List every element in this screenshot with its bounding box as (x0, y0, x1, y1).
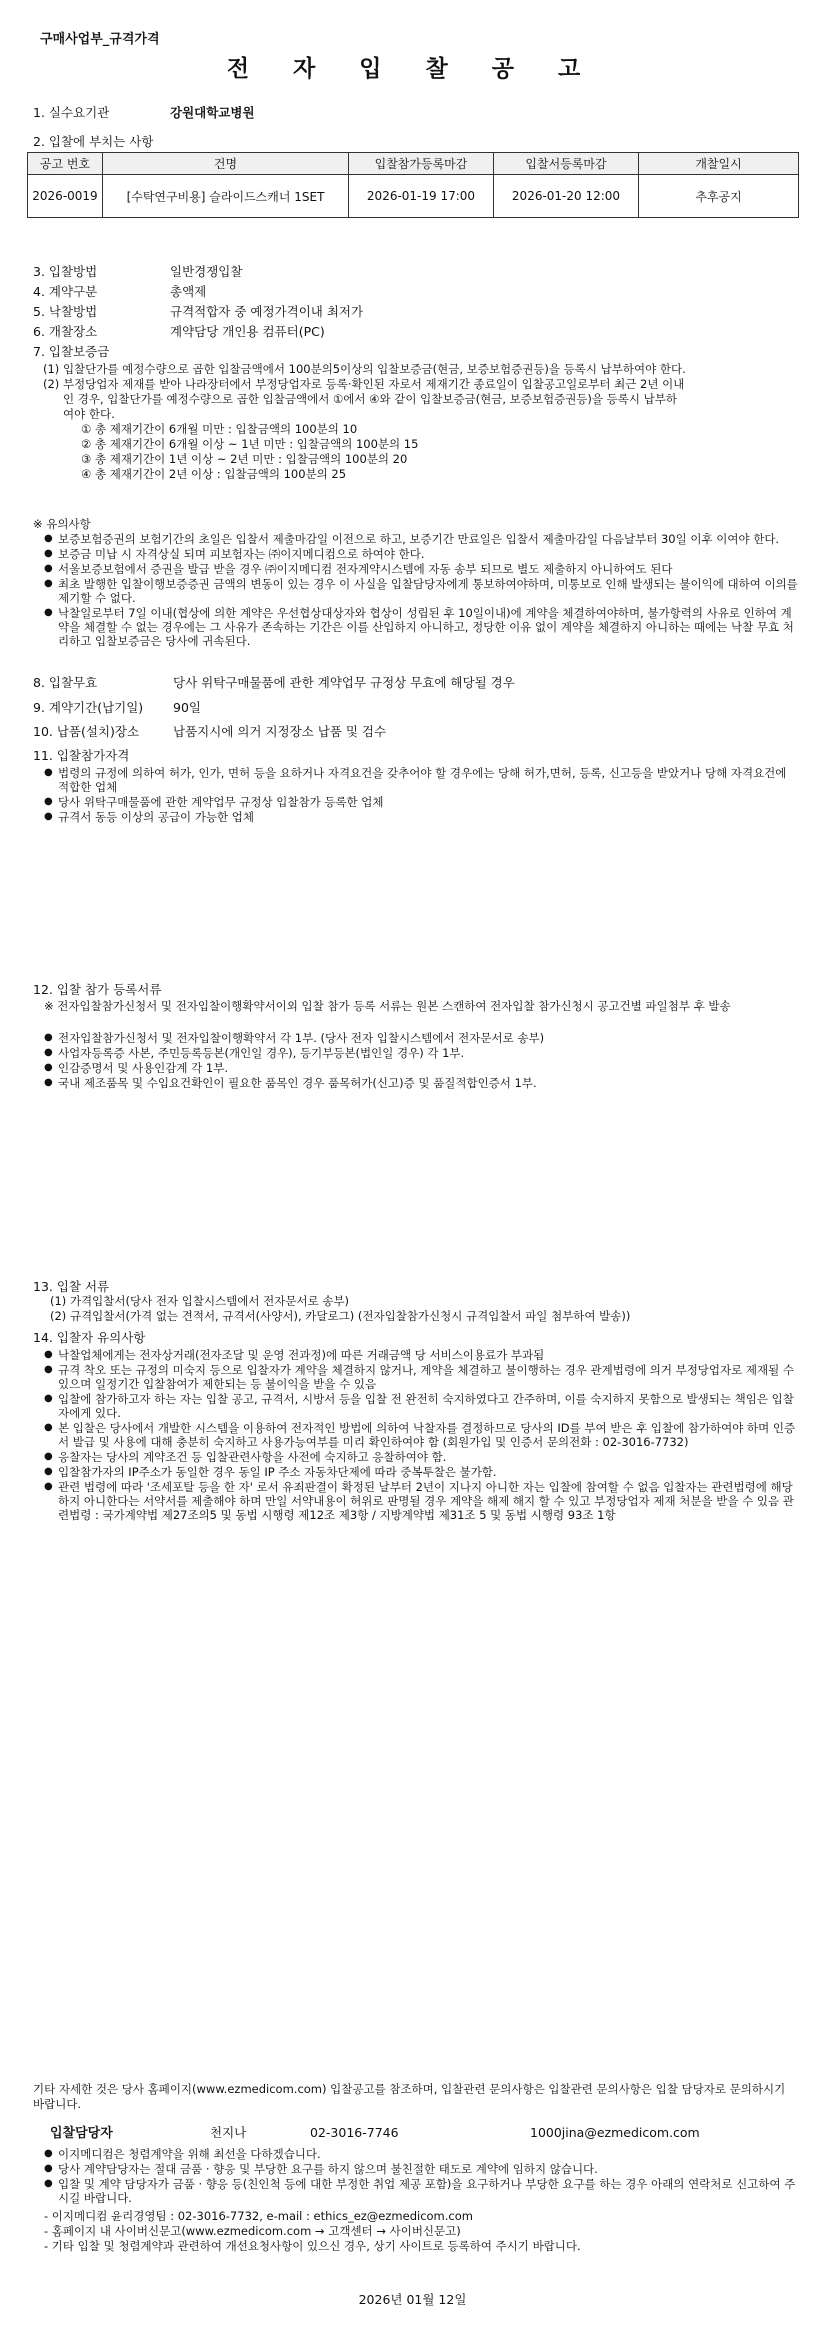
kv-value: 규격적합자 중 예정가격이내 최저가 (170, 304, 364, 319)
list-item: ● 낙찰일로부터 7일 이내(협상에 의한 계약은 우선협상대상자와 협상이 성립된 후 10일이내)에 계약을 체결하여야하며, 불가항력의 사유로 인하여 계약을 체결할 수 없는 경우에는 그 사유가 존속하는 기간은 이를 산입하지 아니하고, 정당한 이유 없이 계약을 체결하지 아니하는 때에는 낙찰 무효 처리하고 입찰보증금은 당사에 귀속된다. (44, 606, 799, 648)
deposit-sub-3: ③ 총 제재기간이 1년 이상 ~ 2년 미만 : 입찰금액의 100분의 20 (81, 452, 408, 466)
kv-key: 10. 납품(설치)장소 (33, 724, 140, 739)
integrity-list (44, 2147, 804, 2206)
deposit-sub-4: ④ 총 제재기간이 2년 이상 : 입찰금액의 100분의 25 (81, 467, 347, 481)
kv-key: 9. 계약기간(납기일) (33, 700, 144, 715)
list-item: ● 이지메디컴은 청렴계약을 위해 최선을 다하겠습니다. (44, 2147, 804, 2161)
list-item: ● 법령의 규정에 의하여 허가, 인가, 면허 등을 요하거나 자격요건을 갖추어야 할 경우에는 당해 허가,면허, 등록, 신고등을 받았거나 당해 자격요건에 적합한 업체 (44, 766, 799, 794)
kv-value: 납품지시에 의거 지정장소 납품 및 검수 (173, 724, 387, 739)
qualification-list (44, 766, 799, 825)
list-item: ● 서울보증보험에서 증권을 발급 받을 경우 ㈜이지메디컴 전자계약시스템에 자동 송부 되므로 별도 제출하지 아니하여도 된다 (44, 562, 799, 576)
contact-email[interactable]: 1000jina@ezmedicom.com (530, 2125, 700, 2140)
deposit-sub-1: ① 총 제재기간이 6개월 미만 : 입찰금액의 100분의 10 (81, 422, 358, 436)
deposit-rule-2b: 인 경우, 입찰단가를 예정수량으로 곱한 입찰금액에서 ①에서 ④와 같이 입찰보증금(현금, 보증보험증권등)을 등록시 납부하 (63, 392, 677, 406)
section-6 (33, 322, 325, 340)
deposit-rule-2a: (2) 부정당업자 제재를 받아 나라장터에서 부정당업자로 등록·확인된 자로서 제재기간 종료일이 입찰공고일로부터 최근 2년 이내 (43, 377, 685, 391)
col-item-name: 건명 (103, 153, 349, 175)
section-10 (33, 722, 386, 740)
bid-document-2: (2) 규격입찰서(가격 없는 견적서, 규격서(사양서), 카달로그) (전자입찰참가신청시 규격입찰서 파일 첨부하여 발송)) (50, 1309, 631, 1323)
table-header-row (28, 153, 799, 175)
list-item: ● 당사 위탁구매물품에 관한 계약업무 규정상 입찰참가 등록한 업체 (44, 795, 799, 809)
list-item: ● 전자입찰참가신청서 및 전자입찰이행확약서 각 1부. (당사 전자 입찰시스템에서 전자문서로 송부) (44, 1031, 799, 1045)
list-item: ● 국내 제조품목 및 수입요건확인이 필요한 품목인 경우 품목허가(신고)증 및 품질적합인증서 1부. (44, 1076, 799, 1090)
kv-key: 8. 입찰무효 (33, 675, 98, 690)
kv-value: 일반경쟁입찰 (170, 264, 243, 279)
list-item: ● 입찰 및 계약 담당자가 금품 · 향응 등(친인척 등에 대한 부정한 취업 제공 포함)을 요구하거나 부당한 요구를 하는 경우 아래의 연락처로 신고하여 주시길 바랍니다. (44, 2177, 804, 2205)
registration-note: ※ 전자입찰참가신청서 및 전자입찰이행확약서이외 입찰 참가 등록 서류는 원본 스캔하여 전자입찰 참가신청시 공고건별 파일첨부 후 발송 (44, 999, 731, 1013)
section-5 (33, 302, 363, 320)
kv-key: 7. 입찰보증금 (33, 344, 110, 359)
list-item: ● 보증보험증권의 보험기간의 초일은 입찰서 제출마감일 이전으로 하고, 보증기간 만료일은 입찰서 제출마감일 다음날부터 30일 이후 이여야 한다. (44, 532, 799, 546)
bid-document-1: (1) 가격입찰서(당사 전자 입찰시스템에서 전자문서로 송부) (50, 1294, 350, 1308)
report-line-1: - 이지메디컴 윤리경영팀 : 02-3016-7732, e-mail : ethics_ez@ezmedicom.com (44, 2209, 473, 2223)
bidder-notes-list (44, 1348, 799, 1523)
cell-item-name: [수탁연구비용] 슬라이드스캐너 1SET (103, 175, 349, 218)
kv-key: 4. 계약구분 (33, 284, 98, 299)
list-item: ● 낙찰업체에게는 전자상거래(전자조달 및 운영 전과정)에 따른 거래금액 당 서비스이용료가 부과됨 (44, 1348, 799, 1362)
notes-list (44, 532, 799, 649)
list-item: ● 사업자등록증 사본, 주민등록등본(개인일 경우), 등기부등본(법인일 경우) 각 1부. (44, 1046, 799, 1060)
section-1-label: 1. 실수요기관 (33, 105, 110, 120)
list-item: ● 본 입찰은 당사에서 개발한 시스템을 이용하여 전자적인 방법에 의하여 낙찰자를 결정하므로 당사의 ID를 부여 받은 후 입찰에 참가하여야 하며 인증서 발급 및 사용에 대해 충분히 숙지하고 사용가능여부를 미리 확인하여야 함 (회원가입 및 인증서 문의전화 : 02-3016-7732) (44, 1421, 799, 1449)
footer-intro: 기타 자세한 것은 당사 홈페이지(www.ezmedicom.com) 입찰공고를 참조하며, 입찰관련 문의사항은 입찰관련 문의사항은 입찰 담당자로 문의하시기 바랍니다. (33, 2082, 786, 2111)
section-9 (33, 698, 201, 716)
section-7 (33, 342, 170, 360)
report-channels (44, 2209, 804, 2254)
section-12-label: 12. 입찰 참가 등록서류 (33, 982, 162, 997)
list-item: ● 최초 발행한 입찰이행보증증권 금액의 변동이 있는 경우 이 사실을 입찰담당자에게 통보하여야하며, 미통보로 인해 발생되는 불이익에 대하여 이의를 제기할 수 없다. (44, 577, 799, 605)
section-8 (33, 673, 515, 691)
page-title: 전 자 입 찰 공 고 (226, 56, 599, 82)
kv-key: 5. 낙찰방법 (33, 304, 98, 319)
list-item: ● 관련 법령에 따라 '조세포탈 등을 한 자' 로서 유죄판결이 확정된 날부터 2년이 지나지 아니한 자는 입찰에 참여할 수 없음 입찰자는 관련법령에 해당하지 아니한다는 서약서를 제출해야 하며 만일 서약내용이 허위로 판명될 경우 계약을 해제 해지 할 수 있고 부정당업자 제재 처분을 받을 수 있음 관련법령 : 국가계약법 제27조의5 및 동법 시행령 제12조 제3항 / 지방계약법 제31조 5 및 동법 시행령 93조 1항 (44, 1480, 799, 1522)
cell-notice-no: 2026-0019 (28, 175, 103, 218)
list-item: ● 입찰참가자의 IP주소가 동일한 경우 동일 IP 주소 자동차단제에 따라 중복투찰은 불가함. (44, 1465, 799, 1479)
cell-reg-deadline: 2026-01-19 17:00 (349, 175, 494, 218)
registration-docs-list (44, 1031, 799, 1091)
kv-key: 6. 개찰장소 (33, 324, 98, 339)
list-item: ● 당사 계약담당자는 절대 금품 · 향응 및 부당한 요구를 하지 않으며 불친절한 태도로 계약에 임하지 않습니다. (44, 2162, 804, 2176)
cell-opening: 추후공지 (639, 175, 799, 218)
buyer-organization: 강원대학교병원 (170, 105, 255, 120)
list-item: ● 인감증명서 및 사용인감계 각 1부. (44, 1061, 799, 1075)
contact-row (50, 2122, 700, 2141)
col-reg-deadline: 입찰참가등록마감 (349, 153, 494, 175)
section-14-label: 14. 입찰자 유의사항 (33, 1330, 146, 1345)
deposit-sub-2: ② 총 제재기간이 6개월 이상 ~ 1년 미만 : 입찰금액의 100분의 15 (81, 437, 419, 451)
deposit-rule-2c: 여야 한다. (63, 407, 115, 421)
bid-items-table (27, 152, 799, 218)
department-label: 구매사업부_규격가격 (40, 32, 160, 47)
section-13-label: 13. 입찰 서류 (33, 1279, 110, 1294)
notes-label: ※ 유의사항 (33, 517, 91, 531)
kv-value: 당사 위탁구매물품에 관한 계약업무 규정상 무효에 해당될 경우 (173, 675, 515, 690)
list-item: ● 입찰에 참가하고자 하는 자는 입찰 공고, 규격서, 시방서 등을 입찰 전 완전히 숙지하였다고 간주하며, 이를 숙지하지 못함으로 발생되는 책임은 입찰자에게 있다. (44, 1392, 799, 1420)
kv-key: 3. 입찰방법 (33, 264, 98, 279)
report-line-3: - 기타 입찰 및 청렴계약과 관련하여 개선요청사항이 있으신 경우, 상기 사이트로 등록하여 주시기 바랍니다. (44, 2239, 581, 2253)
cell-bid-deadline: 2026-01-20 12:00 (494, 175, 639, 218)
contact-name: 천지나 (210, 2125, 247, 2140)
contact-phone: 02-3016-7746 (310, 2125, 399, 2140)
section-3 (33, 262, 242, 280)
announcement-date: 2026년 01월 12일 (358, 2292, 467, 2307)
table-row (28, 175, 799, 218)
list-item: ● 규격서 동등 이상의 공급이 가능한 업체 (44, 810, 799, 824)
col-notice-no: 공고 번호 (28, 153, 103, 175)
deposit-rules (43, 362, 803, 482)
kv-value: 90일 (173, 700, 201, 715)
kv-value: 계약담당 개인용 컴퓨터(PC) (170, 324, 325, 339)
list-item: ● 보증금 미납 시 자격상실 되며 피보험자는 ㈜이지메디컴으로 하여야 한다. (44, 547, 799, 561)
col-bid-deadline: 입찰서등록마감 (494, 153, 639, 175)
bid-documents (50, 1294, 800, 1324)
list-item: ● 응찰자는 당사의 계약조건 등 입찰관련사항을 사전에 숙지하고 응찰하여야 함. (44, 1450, 799, 1464)
section-11-label: 11. 입찰참가자격 (33, 748, 130, 763)
report-line-2: - 홈페이지 내 사이버신문고(www.ezmedicom.com → 고객센터 → 사이버신문고) (44, 2224, 461, 2238)
deposit-rule-1: (1) 입찰단가를 예정수량으로 곱한 입찰금액에서 100분의5이상의 입찰보증금(현금, 보증보험증권등)을 등록시 납부하여야 한다. (43, 362, 686, 376)
list-item: ● 규격 착오 또는 규정의 미숙지 등으로 입찰자가 계약을 체결하지 않거나, 계약을 체결하고 불이행하는 경우 관계법령에 의거 부정당업자로 제재될 수 있으며 일정기간 입찰참여가 제한되는 등 불이익을 받을 수 있음 (44, 1363, 799, 1391)
contact-label: 입찰담당자 (50, 2126, 113, 2141)
section-2-label: 2. 입찰에 부치는 사항 (33, 134, 154, 149)
section-1 (33, 103, 255, 121)
kv-value: 총액제 (170, 284, 207, 299)
col-opening: 개찰일시 (639, 153, 799, 175)
section-4 (33, 282, 206, 300)
